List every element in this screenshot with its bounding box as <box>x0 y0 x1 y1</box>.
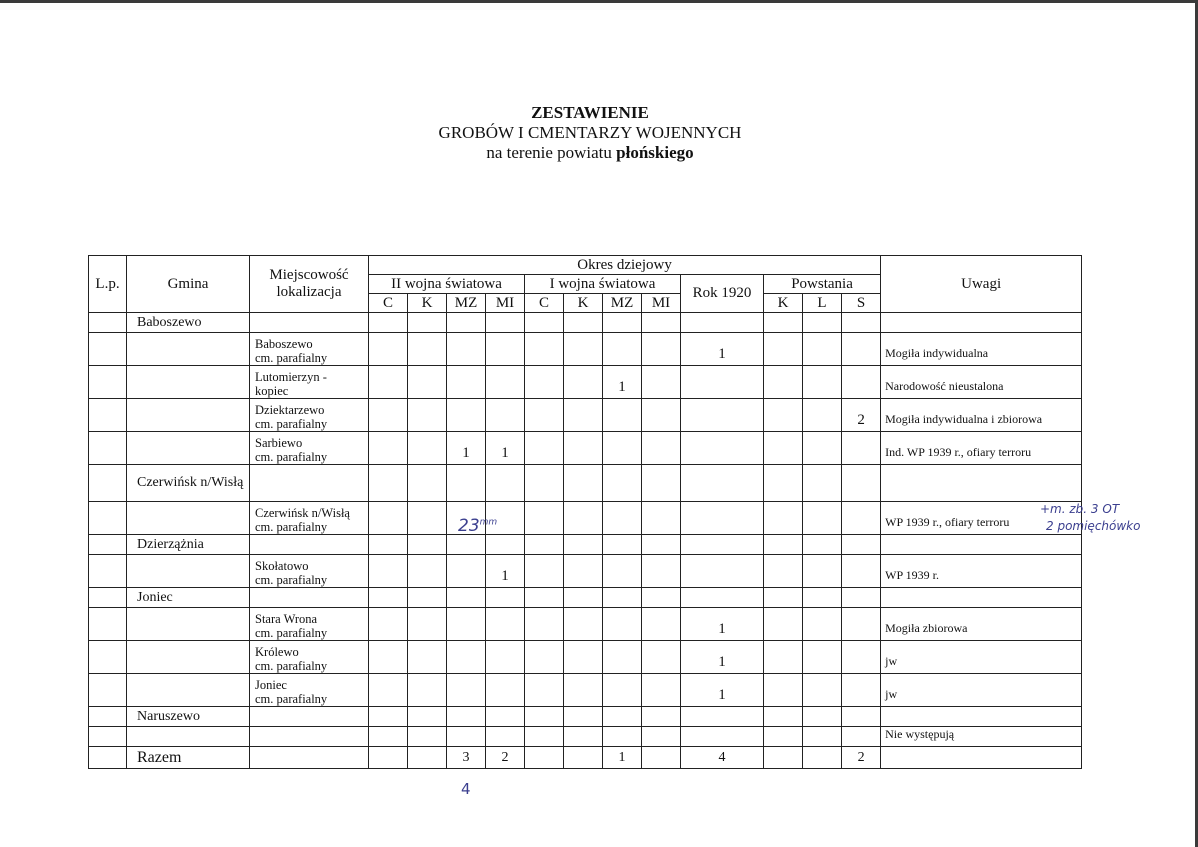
total-pow-s: 2 <box>842 747 881 769</box>
total-rok1920: 4 <box>681 747 764 769</box>
header-ww2-k: K <box>408 294 447 313</box>
group-row <box>89 313 1082 333</box>
group-row <box>89 707 1082 727</box>
note: WP 1939 r. <box>881 555 1082 588</box>
gmina-czerwinsk: Czerwińsk n/Wisłą <box>127 465 250 502</box>
document-header <box>0 103 1180 163</box>
header-ww2: II wojna światowa <box>369 275 525 294</box>
value-rok1920: 1 <box>681 641 764 674</box>
place-lutomierzyn: Lutomierzyn - kopiec <box>250 366 369 399</box>
header-rok-1920: Rok 1920 <box>681 275 764 313</box>
table-row <box>89 641 1082 674</box>
header-miejscowosc: Miejscowość lokalizacja <box>250 256 369 313</box>
header-gmina: Gmina <box>127 256 250 313</box>
table-row <box>89 399 1082 432</box>
place-krolewo: Królewo cm. parafialny <box>250 641 369 674</box>
place-sarbiewo: Sarbiewo cm. parafialny <box>250 432 369 465</box>
note: Narodowość nieustalona <box>881 366 1082 399</box>
document-title: ZESTAWIENIE <box>531 103 649 122</box>
document-location <box>0 143 1180 163</box>
note: Ind. WP 1939 r., ofiary terroru <box>881 432 1082 465</box>
value-ww2-mi: 1 <box>486 555 525 588</box>
note: Mogiła indywidualna i zbiorowa <box>881 399 1082 432</box>
note: Mogiła zbiorowa <box>881 608 1082 641</box>
gmina-joniec: Joniec <box>127 588 250 608</box>
table-row <box>89 366 1082 399</box>
place-dziektarzewo: Dziektarzewo cm. parafialny <box>250 399 369 432</box>
handwritten-note-line2: 2 pomięchówko <box>1046 519 1141 533</box>
table-row <box>89 608 1082 641</box>
handwritten-note-line1: +m. zb. 3 OT <box>1040 502 1120 516</box>
header-ww2-mi: MI <box>486 294 525 313</box>
table-row <box>89 432 1082 465</box>
table-row <box>89 502 1082 535</box>
value-rok1920: 1 <box>681 333 764 366</box>
note: jw <box>881 641 1082 674</box>
header-ww1-c: C <box>525 294 564 313</box>
value-ww2-mz: 1 <box>447 432 486 465</box>
table-row <box>89 727 1082 747</box>
header-pow-k: K <box>764 294 803 313</box>
value-ww1-mz: 1 <box>603 366 642 399</box>
place-stara-wrona: Stara Wrona cm. parafialny <box>250 608 369 641</box>
header-okres-dziejowy: Okres dziejowy <box>369 256 881 275</box>
header-powstania: Powstania <box>764 275 881 294</box>
note: WP 1939 r., ofiary terroru <box>881 502 1082 535</box>
header-ww1-mi: MI <box>642 294 681 313</box>
gmina-dzierzaznia: Dzierzążnia <box>127 535 250 555</box>
gmina-naruszewo: Naruszewo <box>127 707 250 727</box>
table-row <box>89 674 1082 707</box>
value-pow-s: 2 <box>842 399 881 432</box>
total-label: Razem <box>127 747 250 769</box>
total-ww1-mz: 1 <box>603 747 642 769</box>
table-row <box>89 555 1082 588</box>
handwritten-total-correction: 4 <box>461 780 471 798</box>
value-rok1920: 1 <box>681 608 764 641</box>
header-uwagi: Uwagi <box>881 256 1082 313</box>
scan-edge-top <box>0 0 1198 3</box>
location-name: płońskiego <box>616 143 694 162</box>
value-rok1920: 1 <box>681 674 764 707</box>
table-row <box>89 333 1082 366</box>
place-czerwinsk: Czerwińsk n/Wisłą cm. parafialny <box>250 502 369 535</box>
note: Nie występują <box>881 727 1082 747</box>
group-row <box>89 465 1082 502</box>
group-row <box>89 588 1082 608</box>
handwritten-sup: mm <box>479 517 498 528</box>
header-pow-s: S <box>842 294 881 313</box>
war-graves-table <box>88 255 1082 769</box>
header-ww2-mz: MZ <box>447 294 486 313</box>
gmina-baboszewo: Baboszewo <box>127 313 250 333</box>
header-ww2-c: C <box>369 294 408 313</box>
total-ww2-mz: 3 <box>447 747 486 769</box>
place-skolatowo: Skołatowo cm. parafialny <box>250 555 369 588</box>
group-row <box>89 535 1082 555</box>
header-ww1-mz: MZ <box>603 294 642 313</box>
location-prefix: na terenie powiatu <box>486 143 612 162</box>
note: Mogiła indywidualna <box>881 333 1082 366</box>
header-pow-l: L <box>803 294 842 313</box>
note: jw <box>881 674 1082 707</box>
place-joniec: Joniec cm. parafialny <box>250 674 369 707</box>
document-subtitle: GROBÓW I CMENTARZY WOJENNYCH <box>438 123 742 142</box>
place-baboszewo: Baboszewo cm. parafialny <box>250 333 369 366</box>
header-ww1: I wojna światowa <box>525 275 681 294</box>
total-row <box>89 747 1082 769</box>
handwritten-czerwinsk-mz: $23^{mm}$ <box>458 516 498 536</box>
value-ww2-mi: 1 <box>486 432 525 465</box>
header-lp: L.p. <box>89 256 127 313</box>
header-ww1-k: K <box>564 294 603 313</box>
total-ww2-mi: 2 <box>486 747 525 769</box>
